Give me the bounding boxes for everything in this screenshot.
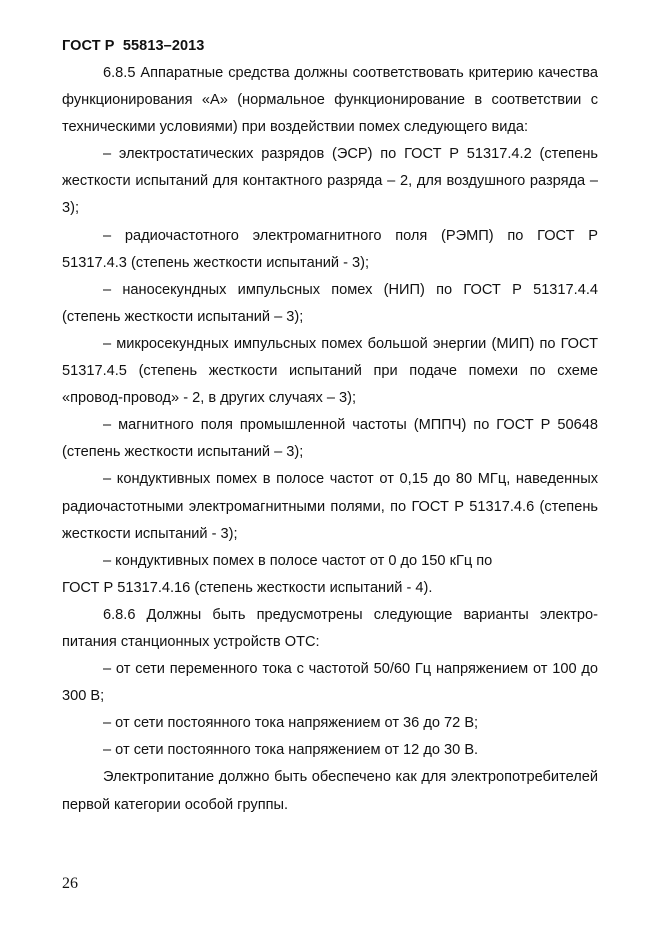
- list-item-mppch: – магнитного поля промышленной частоты (МППЧ) по ГОСТ Р 50648 (степень жесткости испытаний – 3);: [62, 417, 598, 461]
- page-number: 26: [62, 875, 78, 892]
- document-header: ГОСТ Р 55813–2013: [62, 38, 205, 54]
- list-item-conductive-150khz-cont: ГОСТ Р 51317.4.16 (степень жесткости испытаний - 4).: [62, 579, 433, 596]
- document-body: [62, 60, 598, 819]
- paragraph-6-8-5: 6.8.5 Аппаратные средства должны соответствовать критерию качества функционирования «А» (нормальное функционирование в соответствии с техническими условиями) при воздействии помех следующего вида:: [62, 65, 598, 136]
- list-item-conductive-150khz: – кондуктивных помех в полосе частот от 0 до 150 кГц по: [103, 552, 493, 569]
- list-item-nip: – наносекундных импульсных помех (НИП) по ГОСТ Р 51317.4.4 (степень жесткости испытаний – 3);: [62, 281, 598, 325]
- list-item-dc-12-30: – от сети постоянного тока напряжением от 12 до 30 В.: [103, 742, 479, 759]
- paragraph-6-8-6: 6.8.6 Должны быть предусмотрены следующие варианты электропитания станционных устройств ОТС:: [62, 606, 598, 650]
- paragraph-power-category: Электропитание должно быть обеспечено как для электропотребителей первой категории особой группы.: [62, 769, 598, 813]
- list-item-esr: – электростатических разрядов (ЭСР) по ГОСТ Р 51317.4.2 (степень жесткости испытаний для контактного разряда – 2, для воздушного разряда – 3);: [62, 146, 598, 217]
- list-item-dc-36-72: – от сети постоянного тока напряжением от 36 до 72 В;: [103, 715, 479, 732]
- list-item-mip: – микросекундных импульсных помех большой энергии (МИП) по ГОСТ 51317.4.5 (степень жесткости испытаний при подаче помехи по схеме «провод-провод» - 2, в других случаях – 3);: [62, 335, 598, 407]
- list-item-remp: – радиочастотного электромагнитного поля (РЭМП) по ГОСТ Р 51317.4.3 (степень жесткости испытаний - 3);: [62, 227, 598, 271]
- list-item-conductive-80mhz: – кондуктивных помех в полосе частот от 0,15 до 80 МГц, наведенных радиочастотными электромагнитными полями, по ГОСТ Р 51317.4.6 (степень жесткости испытаний - 3);: [62, 471, 598, 542]
- list-item-ac-power: – от сети переменного тока с частотой 50/60 Гц напряжением от 100 до 300 В;: [62, 661, 598, 705]
